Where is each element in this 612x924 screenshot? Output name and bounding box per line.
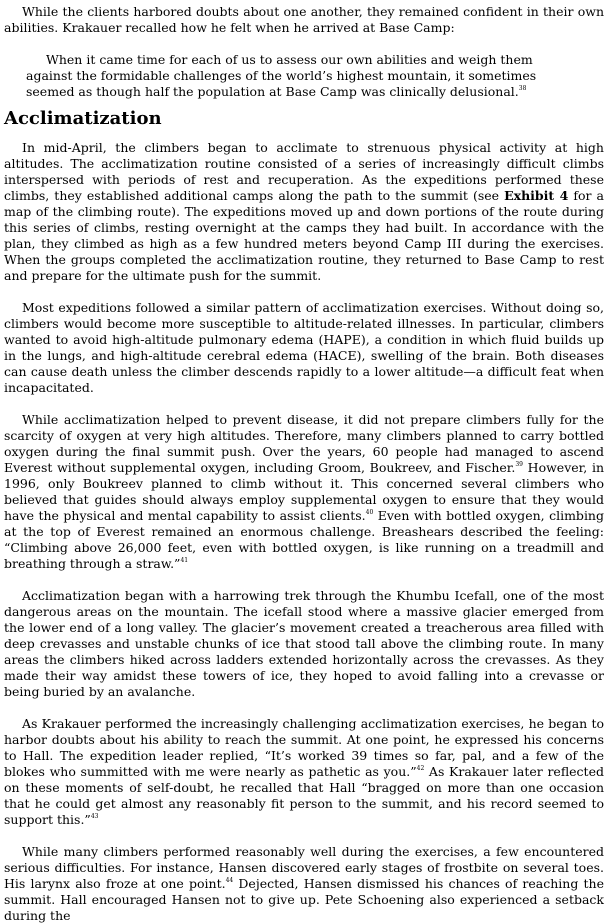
spacer xyxy=(4,828,604,844)
block-quote xyxy=(26,52,564,100)
quote-text: When it came time for each of us to assess our own abilities and weigh them against the formidable challenges of the world’s highest mountain, it sometimes seemed as though half the population at Base Camp was clinically delusional. xyxy=(26,52,537,99)
spacer xyxy=(4,700,604,716)
footnote-ref: 42 xyxy=(416,765,425,772)
spacer xyxy=(4,396,604,412)
p6-text-b: Dejected, Hansen dismissed his chances of reaching the summit. Hall encouraged Hansen not to give up. Pete Schoening also experienced a setback during the xyxy=(4,876,604,923)
footnote-ref: 38 xyxy=(518,85,527,92)
section-heading: Acclimatization xyxy=(4,108,162,129)
p1-text-a: In mid-April, the climbers began to acclimate to strenuous physical activity at high altitudes. The acclimatization routine consisted of a series of increasingly difficult climbs interspersed with periods of rest and recuperation. As the expeditions performed these climbs, they established additional camps along the path to the summit (see xyxy=(4,140,604,203)
footnote-ref: 44 xyxy=(225,877,234,884)
footnote-ref: 40 xyxy=(365,509,374,516)
p3-text-c: Even with bottled oxygen, climbing at the top of Everest remained an enormous challenge. Breashears described the feeling: “Climbing above 26,000 feet, even with bottled oxygen, is like running on a treadmill and breathing through a straw.” xyxy=(4,508,604,571)
p5-text-a: As Krakauer performed the increasingly challenging acclimatization exercises, he began to harbor doubts about his ability to reach the summit. At one point, he expressed his concerns to Hall. The expedition leader replied, “It’s worked 39 times so far, pal, and a few of the blokes who summitted with me were nearly as pathetic as you.” xyxy=(4,716,604,779)
p3-text-a: While acclimatization helped to prevent disease, it did not prepare climbers fully for the scarcity of oxygen at very high altitudes. Therefore, many climbers planned to carry bottled oxygen during the final summit push. Over the years, 60 people had managed to ascend Everest without supplemental oxygen, including Groom, Boukreev, and Fischer. xyxy=(4,412,604,475)
exhibit-reference: Exhibit 4 xyxy=(504,188,569,203)
paragraph-1 xyxy=(4,140,604,284)
p5-text-b: As Krakauer later reflected on these moments of self-doubt, he recalled that Hall “bragged on more than one occasion that he could get almost any reasonably fit person to the summit, and his record seemed to support this.” xyxy=(4,764,604,827)
paragraph-4: Acclimatization began with a harrowing trek through the Khumbu Icefall, one of the most dangerous areas on the mountain. The icefall stood where a massive glacier emerged from the lower end of a long valley. The glacier’s movement created a treacherous area filled with deep crevasses and unstable chunks of ice that stood tall above the climbing route. In many areas the climbers hiked across ladders extended horizontally across the crevasses. As they made their way amidst these towers of ice, they hoped to avoid falling into a crevasse or being buried by an avalanche. xyxy=(4,588,604,699)
footnote-ref: 41 xyxy=(180,557,189,564)
paragraph-2: Most expeditions followed a similar pattern of acclimatization exercises. Without doing so, climbers would become more susceptible to altitude-related illnesses. In particular, climbers wanted to avoid high-altitude pulmonary edema (HAPE), a condition in which fluid builds up in the lungs, and high-altitude cerebral edema (HACE), swelling of the brain. Both diseases can cause death unless the climber descends rapidly to a lower altitude—a difficult feat when incapacitated. xyxy=(4,300,604,395)
p1-text-b: for a map of the climbing route). The expeditions moved up and down portions of the route during this series of climbs, resting overnight at the camps they had built. In accordance with the plan, they climbed as high as a few hundred meters beyond Camp III during the exercises. When the groups completed the acclimatization routine, they returned to Base Camp to rest and prepare for the ultimate push for the summit. xyxy=(4,188,604,283)
document-page xyxy=(4,4,604,924)
paragraph-3 xyxy=(4,412,604,572)
spacer xyxy=(4,36,604,52)
paragraph-5 xyxy=(4,716,604,828)
paragraph-6 xyxy=(4,844,604,924)
p6-text-a: While many climbers performed reasonably well during the exercises, a few encountered serious difficulties. For instance, Hansen discovered early stages of frostbite on several toes. His larynx also froze at one point. xyxy=(4,844,604,891)
p3-text-b: However, in 1996, only Boukreev planned to climb without it. This concerned several climbers who believed that guides should always employ supplemental oxygen to ensure that they would have the physical and mental capability to assist clients. xyxy=(4,460,604,523)
intro-paragraph: While the clients harbored doubts about one another, they remained confident in their own abilities. Krakauer recalled how he felt when he arrived at Base Camp: xyxy=(4,4,604,35)
spacer xyxy=(4,284,604,300)
footnote-ref: 39 xyxy=(515,461,523,468)
footnote-ref: 43 xyxy=(90,813,99,820)
spacer xyxy=(4,572,604,588)
